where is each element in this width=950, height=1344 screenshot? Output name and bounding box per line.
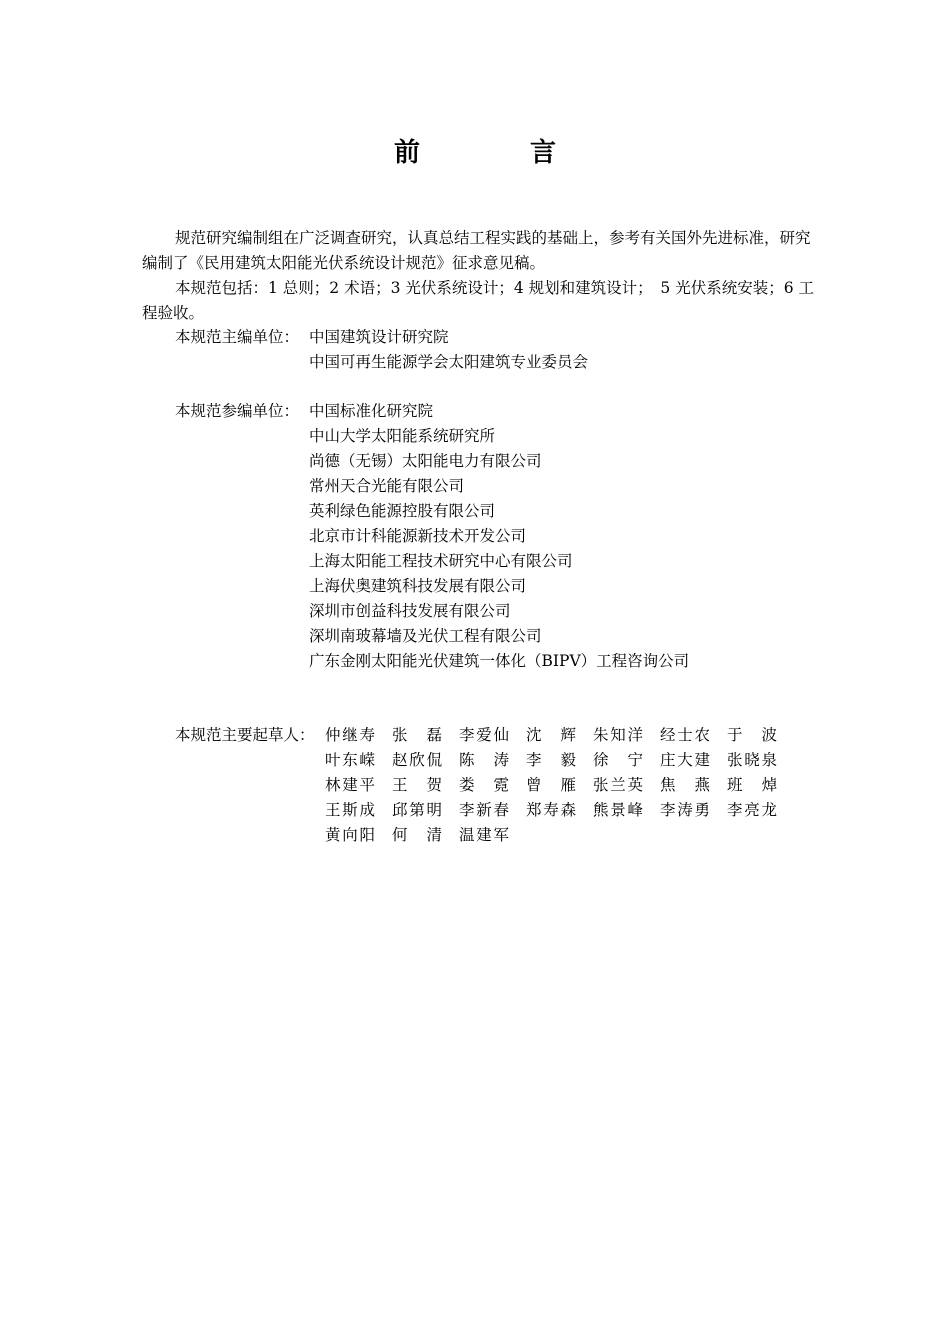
participating-unit-item: 尚德（无锡）太阳能电力有限公司 <box>309 452 542 470</box>
drafter-name: 于波 <box>727 726 777 744</box>
drafters-list <box>325 723 794 848</box>
drafter-name: 沈辉 <box>526 726 576 744</box>
participating-unit-item: 中国标准化研究院 <box>309 402 434 420</box>
participating-unit-item: 上海太阳能工程技术研究中心有限公司 <box>309 552 573 570</box>
drafter-name: 熊景峰 <box>593 801 643 819</box>
drafter-name: 赵欣侃 <box>392 751 442 769</box>
drafter-name: 李爱仙 <box>459 726 509 744</box>
drafter-name: 林建平 <box>325 776 375 794</box>
drafter-name: 李新春 <box>459 801 509 819</box>
drafter-name: 温建军 <box>459 826 509 844</box>
chief-units-list <box>309 325 588 375</box>
drafter-name: 郑寿森 <box>526 801 576 819</box>
drafter-name: 经士农 <box>660 726 710 744</box>
participating-units-label: 本规范参编单位： <box>175 402 300 420</box>
drafter-name: 张磊 <box>392 726 442 744</box>
drafter-name: 李毅 <box>526 751 576 769</box>
drafter-name: 张兰英 <box>593 776 643 794</box>
drafter-name: 王斯成 <box>325 801 375 819</box>
drafter-name: 徐宁 <box>593 751 643 769</box>
page-title: 前 言 <box>393 138 598 168</box>
chief-unit-item: 中国可再生能源学会太阳建筑专业委员会 <box>309 353 589 371</box>
drafter-name: 李亮龙 <box>727 801 777 819</box>
drafter-name: 黄向阳 <box>325 826 375 844</box>
participating-unit-item: 常州天合光能有限公司 <box>309 477 465 495</box>
drafter-name: 叶东嵘 <box>325 751 375 769</box>
participating-unit-item: 上海伏奥建筑科技发展有限公司 <box>309 577 527 595</box>
drafter-name: 朱知洋 <box>593 726 643 744</box>
participating-unit-item: 深圳市创益科技发展有限公司 <box>309 602 511 620</box>
chief-units-label: 本规范主编单位： <box>175 328 300 346</box>
contents-paragraph: 本规范包括：1 总则；2 术语；3 光伏系统设计；4 规划和建筑设计； 5 光伏系统安装；6 工程验收。 <box>142 279 814 322</box>
participating-unit-item: 深圳南玻幕墙及光伏工程有限公司 <box>309 627 542 645</box>
drafter-name: 邱第明 <box>392 801 442 819</box>
drafter-name: 陈涛 <box>459 751 509 769</box>
participating-unit-item: 中山大学太阳能系统研究所 <box>309 427 496 445</box>
participating-unit-item: 英利绿色能源控股有限公司 <box>309 502 496 520</box>
drafter-name: 庄大建 <box>660 751 710 769</box>
drafter-name: 仲继寿 <box>325 726 375 744</box>
intro-paragraph: 规范研究编制组在广泛调查研究，认真总结工程实践的基础上，参考有关国外先进标准，研究编制了《民用建筑太阳能光伏系统设计规范》征求意见稿。 <box>142 229 811 272</box>
participating-units-list <box>309 399 689 674</box>
participating-unit-item: 北京市计科能源新技术开发公司 <box>309 527 527 545</box>
drafter-name: 王贺 <box>392 776 442 794</box>
drafter-name: 曾雁 <box>526 776 576 794</box>
drafter-name: 张晓泉 <box>727 751 777 769</box>
drafters-label: 本规范主要起草人： <box>175 726 315 744</box>
drafter-name: 李涛勇 <box>660 801 710 819</box>
drafter-name: 焦燕 <box>660 776 710 794</box>
drafter-name: 班焯 <box>727 776 777 794</box>
drafter-name: 何清 <box>392 826 442 844</box>
chief-unit-item: 中国建筑设计研究院 <box>309 328 449 346</box>
drafter-name: 娄霓 <box>459 776 509 794</box>
participating-unit-item: 广东金刚太阳能光伏建筑一体化（BIPV）工程咨询公司 <box>309 652 690 670</box>
